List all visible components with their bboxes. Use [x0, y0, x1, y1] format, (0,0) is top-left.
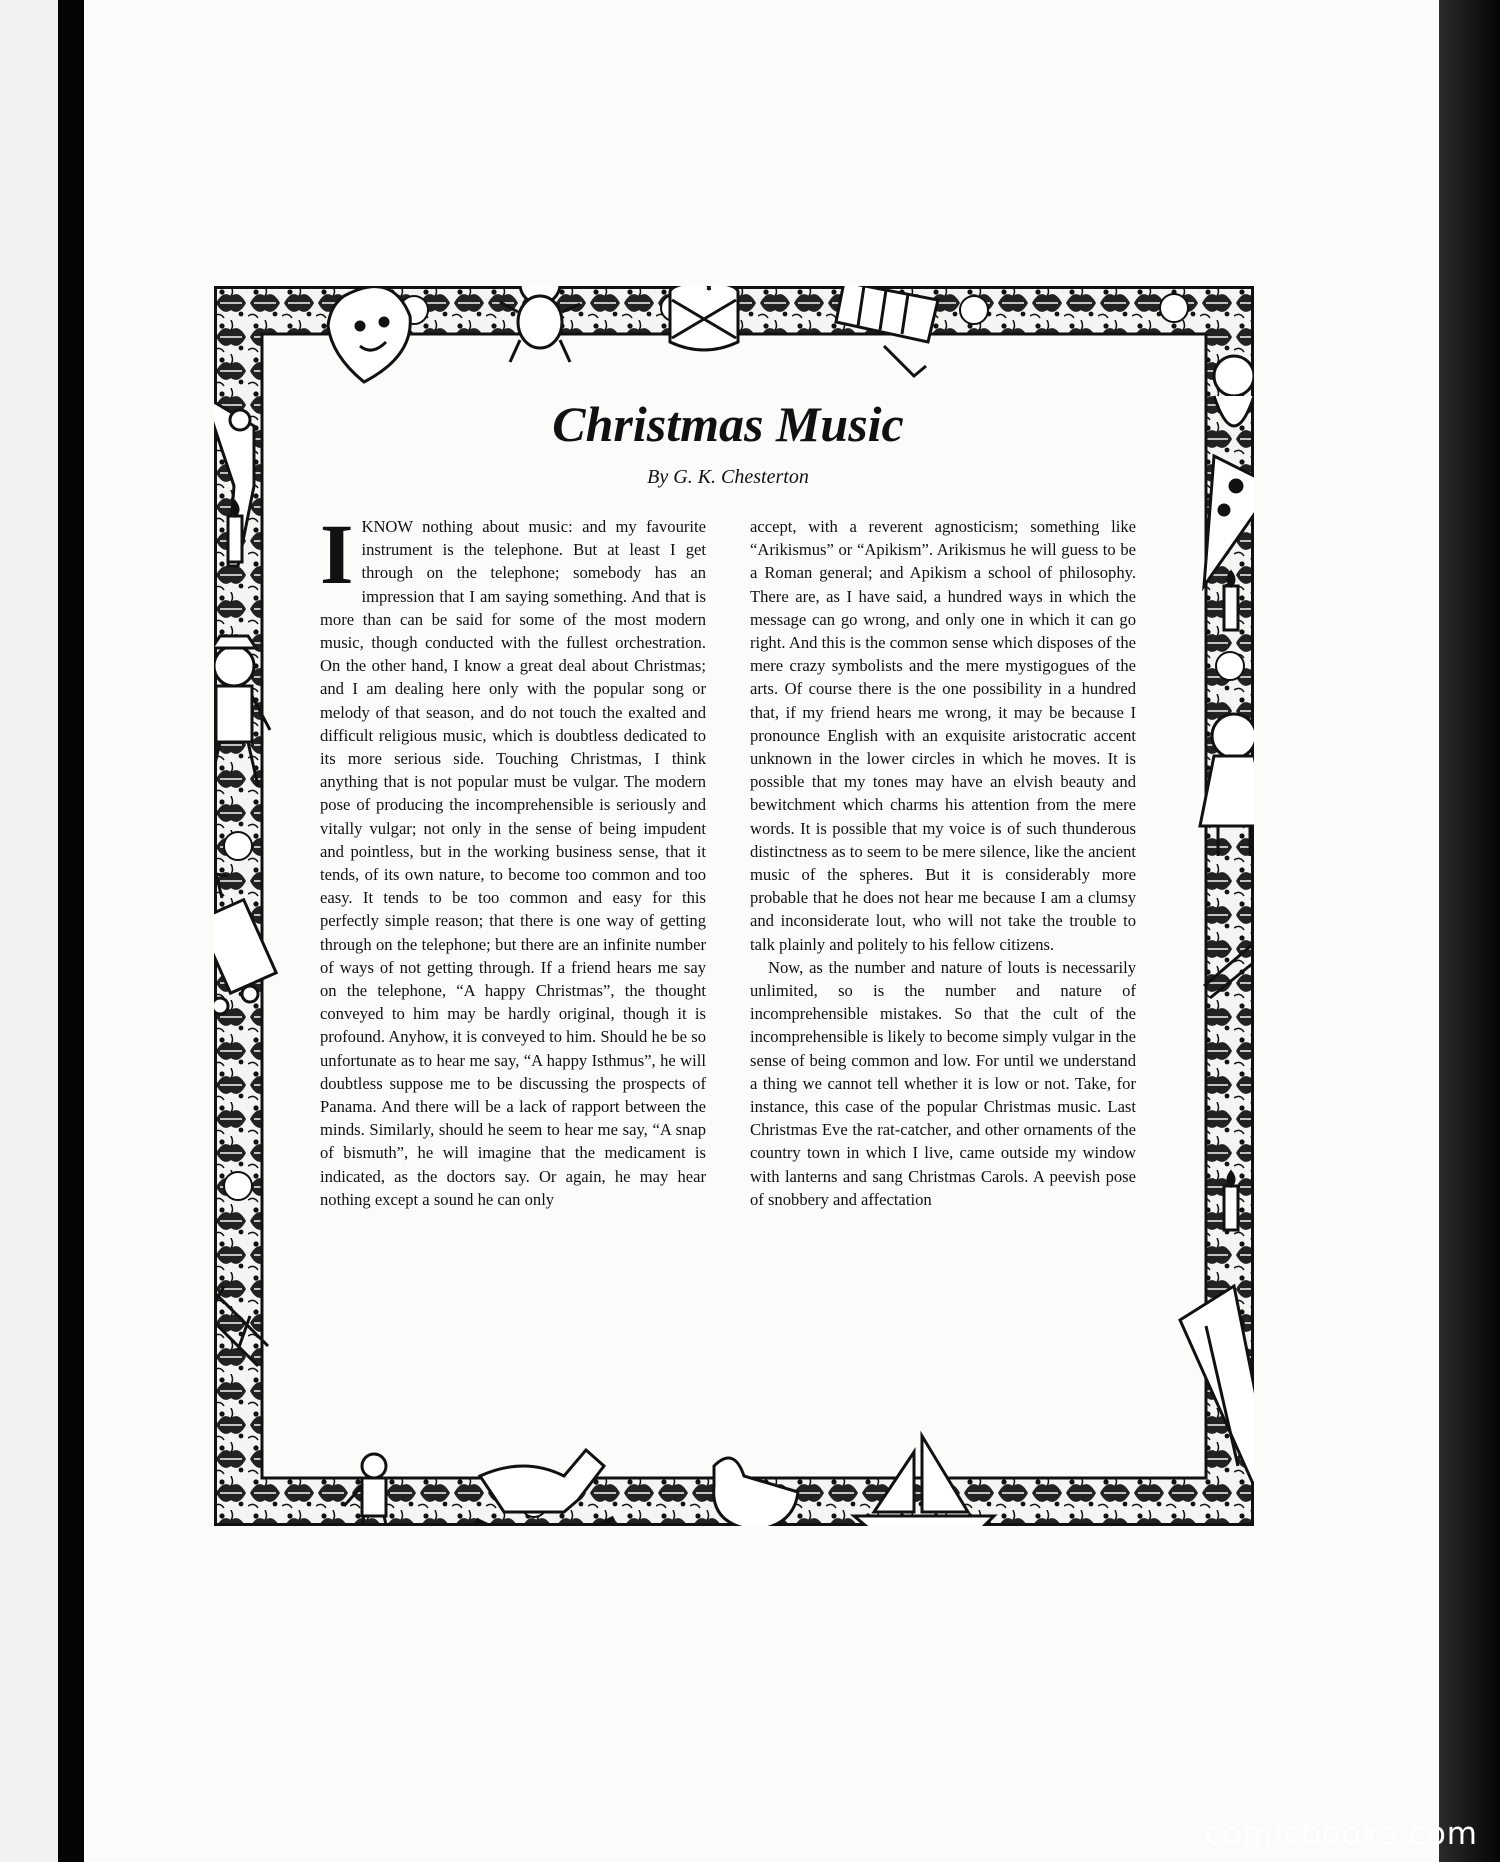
article-columns: [320, 506, 1136, 1211]
right-edge-shadow: [1439, 0, 1500, 1862]
drum-toy: [670, 286, 738, 350]
text-column-right: [750, 515, 1136, 1211]
article-byline: By G. K. Chesterton: [647, 466, 809, 488]
text-column-left: [320, 506, 706, 1211]
article-body: [320, 392, 1136, 1442]
article-title: Christmas Music: [552, 396, 904, 452]
paragraph: KNOW nothing about music: and my favourite instrument is the telephone. But at least I get through on the telephone; somebody has an impression that I am saying something. And that is more than can be said for some of the most modern music, though conducted with the fullest orchestration. On the other hand, I know a great deal about Christmas; and I am dealing here only with the popular song or melody of that season, and do not touch the exalted and difficult religious music, which is doubtless dedicated to its more serious side. Touching Christmas, I think anything that is not popular must be vulgar. The modern pose of producing the incomprehensible is seriously and vitally vulgar; not only in the sense of being impudent and pointless, but in the working business sense, that it tends, of its own nature, to become too common and too easy. It tends to be too common and easy for this perfectly simple reason; that there is one way of getting through on the telephone; but there are an infinite number of ways of not getting through. If a friend hears me say on the telephone, “A happy Christmas”, the thought conveyed to him may be hardly original, though it is profound. Anyhow, it is conveyed to him. Should he be so unfortunate as to hear me say, “A happy Isthmus”, he will doubtless suppose me to be discussing the prospects of Panama. And there will be a lack of rapport between the minds. Similarly, should he seem to hear me say, “A snap of bismuth”, he will imagine that the medicament is indicated, as the doctors say. Or again, he may hear nothing except a sound he can only: [320, 517, 706, 1209]
doll-head-toy: [328, 287, 410, 382]
site-watermark: comicbooks.com: [1204, 1816, 1478, 1852]
paragraph: accept, with a reverent agnosticism; something like “Arikismus” or “Apikism”. Arikismus he will guess to be a Roman general; and Apikism a school of philosophy. There are, as I have said, a hundred ways in which the message can go wrong, and only one in which it can go right. And this is the common sense which disposes of the mere crazy symbolists and the mere mystigogues of the arts. Of course there is the one possibility in a hundred that, if my friend hears me wrong, it may be because I pronounce English with an exquisite aristocratic accent unknown in the lower circles in which he moves. It is possible that my tones may have an elvish beauty and bewitchment which charms his attention from the mere words. It is possible that my voice is of such thunderous distinctness as to seem to be mere silence, like the ancient music of the spheres. But it is considerably more probable that he does not hear me because I am a clumsy and inconsiderate lout, who will not take the trouble to talk plainly and politely to his fellow citizens.: [750, 517, 1136, 954]
drop-cap: I: [320, 506, 354, 602]
book-spine-shadow: [58, 0, 84, 1862]
paragraph: Now, as the number and nature of louts is necessarily unlimited, so is the number and nature of incomprehensible mistakes. So that the cult of the incomprehensible is likely to become simply vulgar in the sense of being common and low. For until we understand a thing we cannot tell whether it is low or not. Take, for instance, this case of the popular Christmas music. Last Christmas Eve the rat-catcher, and other ornaments of the country town in which I live, came outside my window with lanterns and sang Christmas Carols. A peevish pose of snobbery and affectation: [750, 957, 1136, 1209]
toy-duck-toy: [714, 1458, 798, 1526]
left-page-edge: [0, 0, 58, 1862]
